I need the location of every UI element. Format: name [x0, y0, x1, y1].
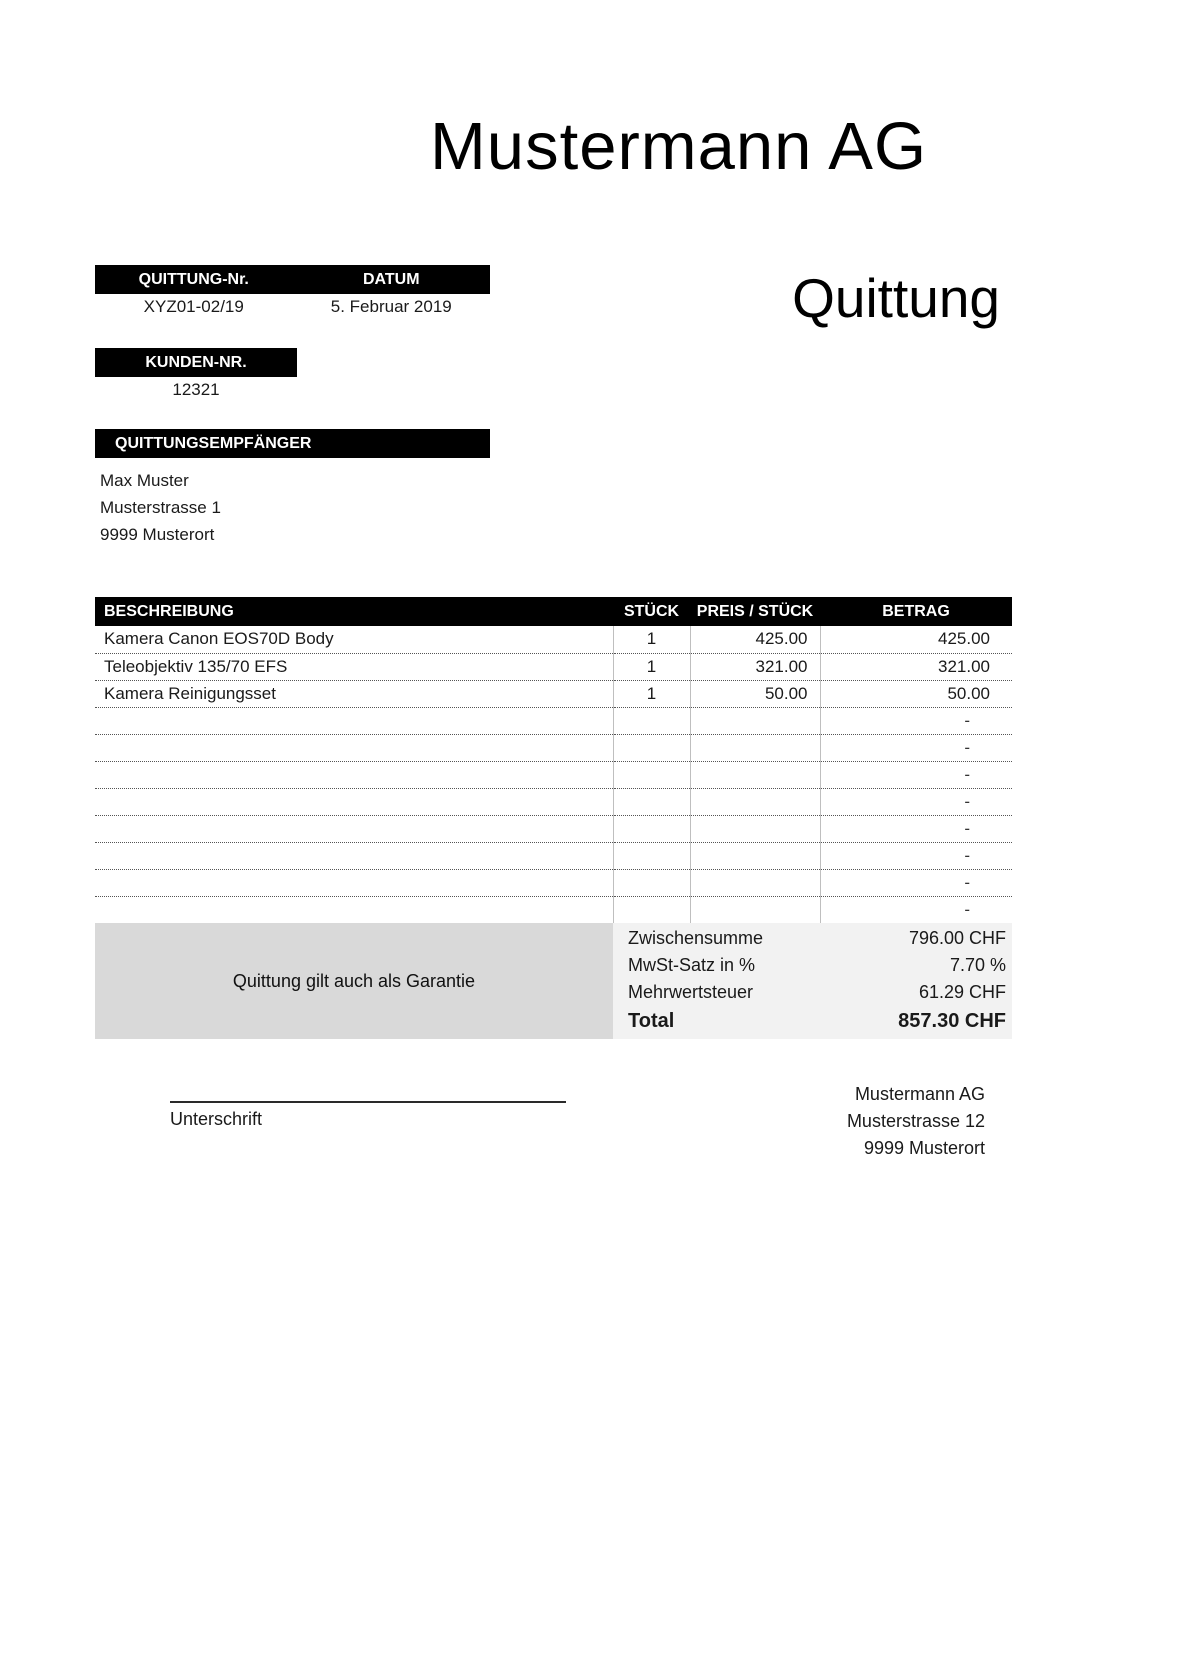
summary-line-value: 857.30 CHF	[898, 1010, 1006, 1032]
empty-qty	[613, 788, 690, 815]
empty-amount: -	[820, 707, 1012, 734]
customer-no-label: KUNDEN-NR.	[145, 353, 247, 371]
summary-line-label: Mehrwertsteuer	[628, 982, 754, 1002]
summary-line	[613, 925, 1012, 952]
empty-qty	[613, 734, 690, 761]
company-title: Mustermann AG	[430, 109, 928, 184]
empty-description	[95, 815, 613, 842]
empty-row	[95, 734, 1012, 761]
recipient-label: QUITTUNGSEMPFÄNGER	[115, 434, 312, 452]
item-qty: 1	[613, 680, 690, 707]
item-amount: 50.00	[820, 680, 1012, 707]
empty-description	[95, 734, 613, 761]
receipt-date-values	[95, 297, 490, 317]
col-header-price: PREIS / STÜCK	[690, 597, 820, 626]
col-header-qty: STÜCK	[613, 597, 690, 626]
receipt-date-header-bar	[95, 265, 490, 294]
item-row	[95, 680, 1012, 707]
empty-qty	[613, 896, 690, 923]
empty-qty	[613, 707, 690, 734]
footer-company-address	[847, 1081, 985, 1162]
summary-line-label: Total	[628, 1010, 675, 1032]
customer-no-header-bar	[95, 348, 297, 377]
item-description: Kamera Canon EOS70D Body	[95, 626, 613, 653]
recipient-name: Max Muster	[100, 471, 189, 490]
item-price: 321.00	[690, 653, 820, 680]
empty-qty	[613, 869, 690, 896]
summary-section	[95, 923, 1012, 1039]
items-table	[95, 597, 1012, 924]
col-header-description: BESCHREIBUNG	[95, 597, 613, 626]
item-row	[95, 626, 1012, 653]
empty-row	[95, 896, 1012, 923]
empty-price	[690, 707, 820, 734]
recipient-street: Musterstrasse 1	[100, 498, 221, 517]
recipient-city: 9999 Musterort	[100, 525, 215, 544]
footer-company-city: 9999 Musterort	[863, 1138, 985, 1158]
date-label: DATUM	[362, 270, 420, 288]
empty-qty	[613, 815, 690, 842]
empty-row	[95, 842, 1012, 869]
footer-company-street: Musterstrasse 12	[846, 1111, 985, 1131]
receipt-no-value: XYZ01-02/19	[143, 297, 244, 316]
signature-line	[170, 1101, 566, 1103]
empty-row	[95, 707, 1012, 734]
customer-no-value: 12321	[172, 380, 220, 399]
guarantee-note: Quittung gilt auch als Garantie	[95, 923, 613, 1039]
summary-line	[613, 952, 1012, 979]
recipient-header-bar	[95, 429, 490, 458]
item-amount: 425.00	[820, 626, 1012, 653]
empty-qty	[613, 761, 690, 788]
item-qty: 1	[613, 653, 690, 680]
item-row	[95, 653, 1012, 680]
summary-line-label: Zwischensumme	[628, 928, 764, 948]
date-value: 5. Februar 2019	[330, 297, 452, 316]
summary-lines	[613, 923, 1012, 1039]
empty-price	[690, 896, 820, 923]
empty-description	[95, 761, 613, 788]
summary-line	[613, 979, 1012, 1006]
item-price: 425.00	[690, 626, 820, 653]
empty-amount: -	[820, 788, 1012, 815]
empty-amount: -	[820, 761, 1012, 788]
summary-line-value: 796.00 CHF	[908, 928, 1006, 948]
empty-price	[690, 734, 820, 761]
empty-amount: -	[820, 842, 1012, 869]
empty-description	[95, 788, 613, 815]
receipt-no-label: QUITTUNG-Nr.	[138, 270, 249, 288]
empty-amount: -	[820, 869, 1012, 896]
empty-description	[95, 869, 613, 896]
empty-description	[95, 842, 613, 869]
empty-amount: -	[820, 734, 1012, 761]
empty-row	[95, 869, 1012, 896]
empty-price	[690, 842, 820, 869]
empty-description	[95, 896, 613, 923]
item-description: Kamera Reinigungsset	[95, 680, 613, 707]
empty-amount: -	[820, 896, 1012, 923]
item-description: Teleobjektiv 135/70 EFS	[95, 653, 613, 680]
recipient-address	[100, 467, 221, 548]
empty-row	[95, 761, 1012, 788]
item-price: 50.00	[690, 680, 820, 707]
empty-price	[690, 815, 820, 842]
summary-line-value: 61.29 CHF	[918, 982, 1006, 1002]
item-qty: 1	[613, 626, 690, 653]
signature-label: Unterschrift	[170, 1109, 263, 1129]
document-title: Quittung	[792, 267, 1000, 329]
empty-qty	[613, 842, 690, 869]
col-header-amount: BETRAG	[820, 597, 1012, 626]
empty-price	[690, 761, 820, 788]
empty-row	[95, 788, 1012, 815]
empty-price	[690, 869, 820, 896]
summary-line-label: MwSt-Satz in %	[628, 955, 756, 975]
empty-row	[95, 815, 1012, 842]
summary-line	[613, 1006, 1012, 1037]
item-amount: 321.00	[820, 653, 1012, 680]
footer-company-name: Mustermann AG	[854, 1084, 985, 1104]
empty-price	[690, 788, 820, 815]
items-body	[95, 626, 1012, 923]
summary-line-value: 7.70 %	[949, 955, 1006, 975]
table-header-row	[95, 597, 1012, 626]
empty-description	[95, 707, 613, 734]
empty-amount: -	[820, 815, 1012, 842]
